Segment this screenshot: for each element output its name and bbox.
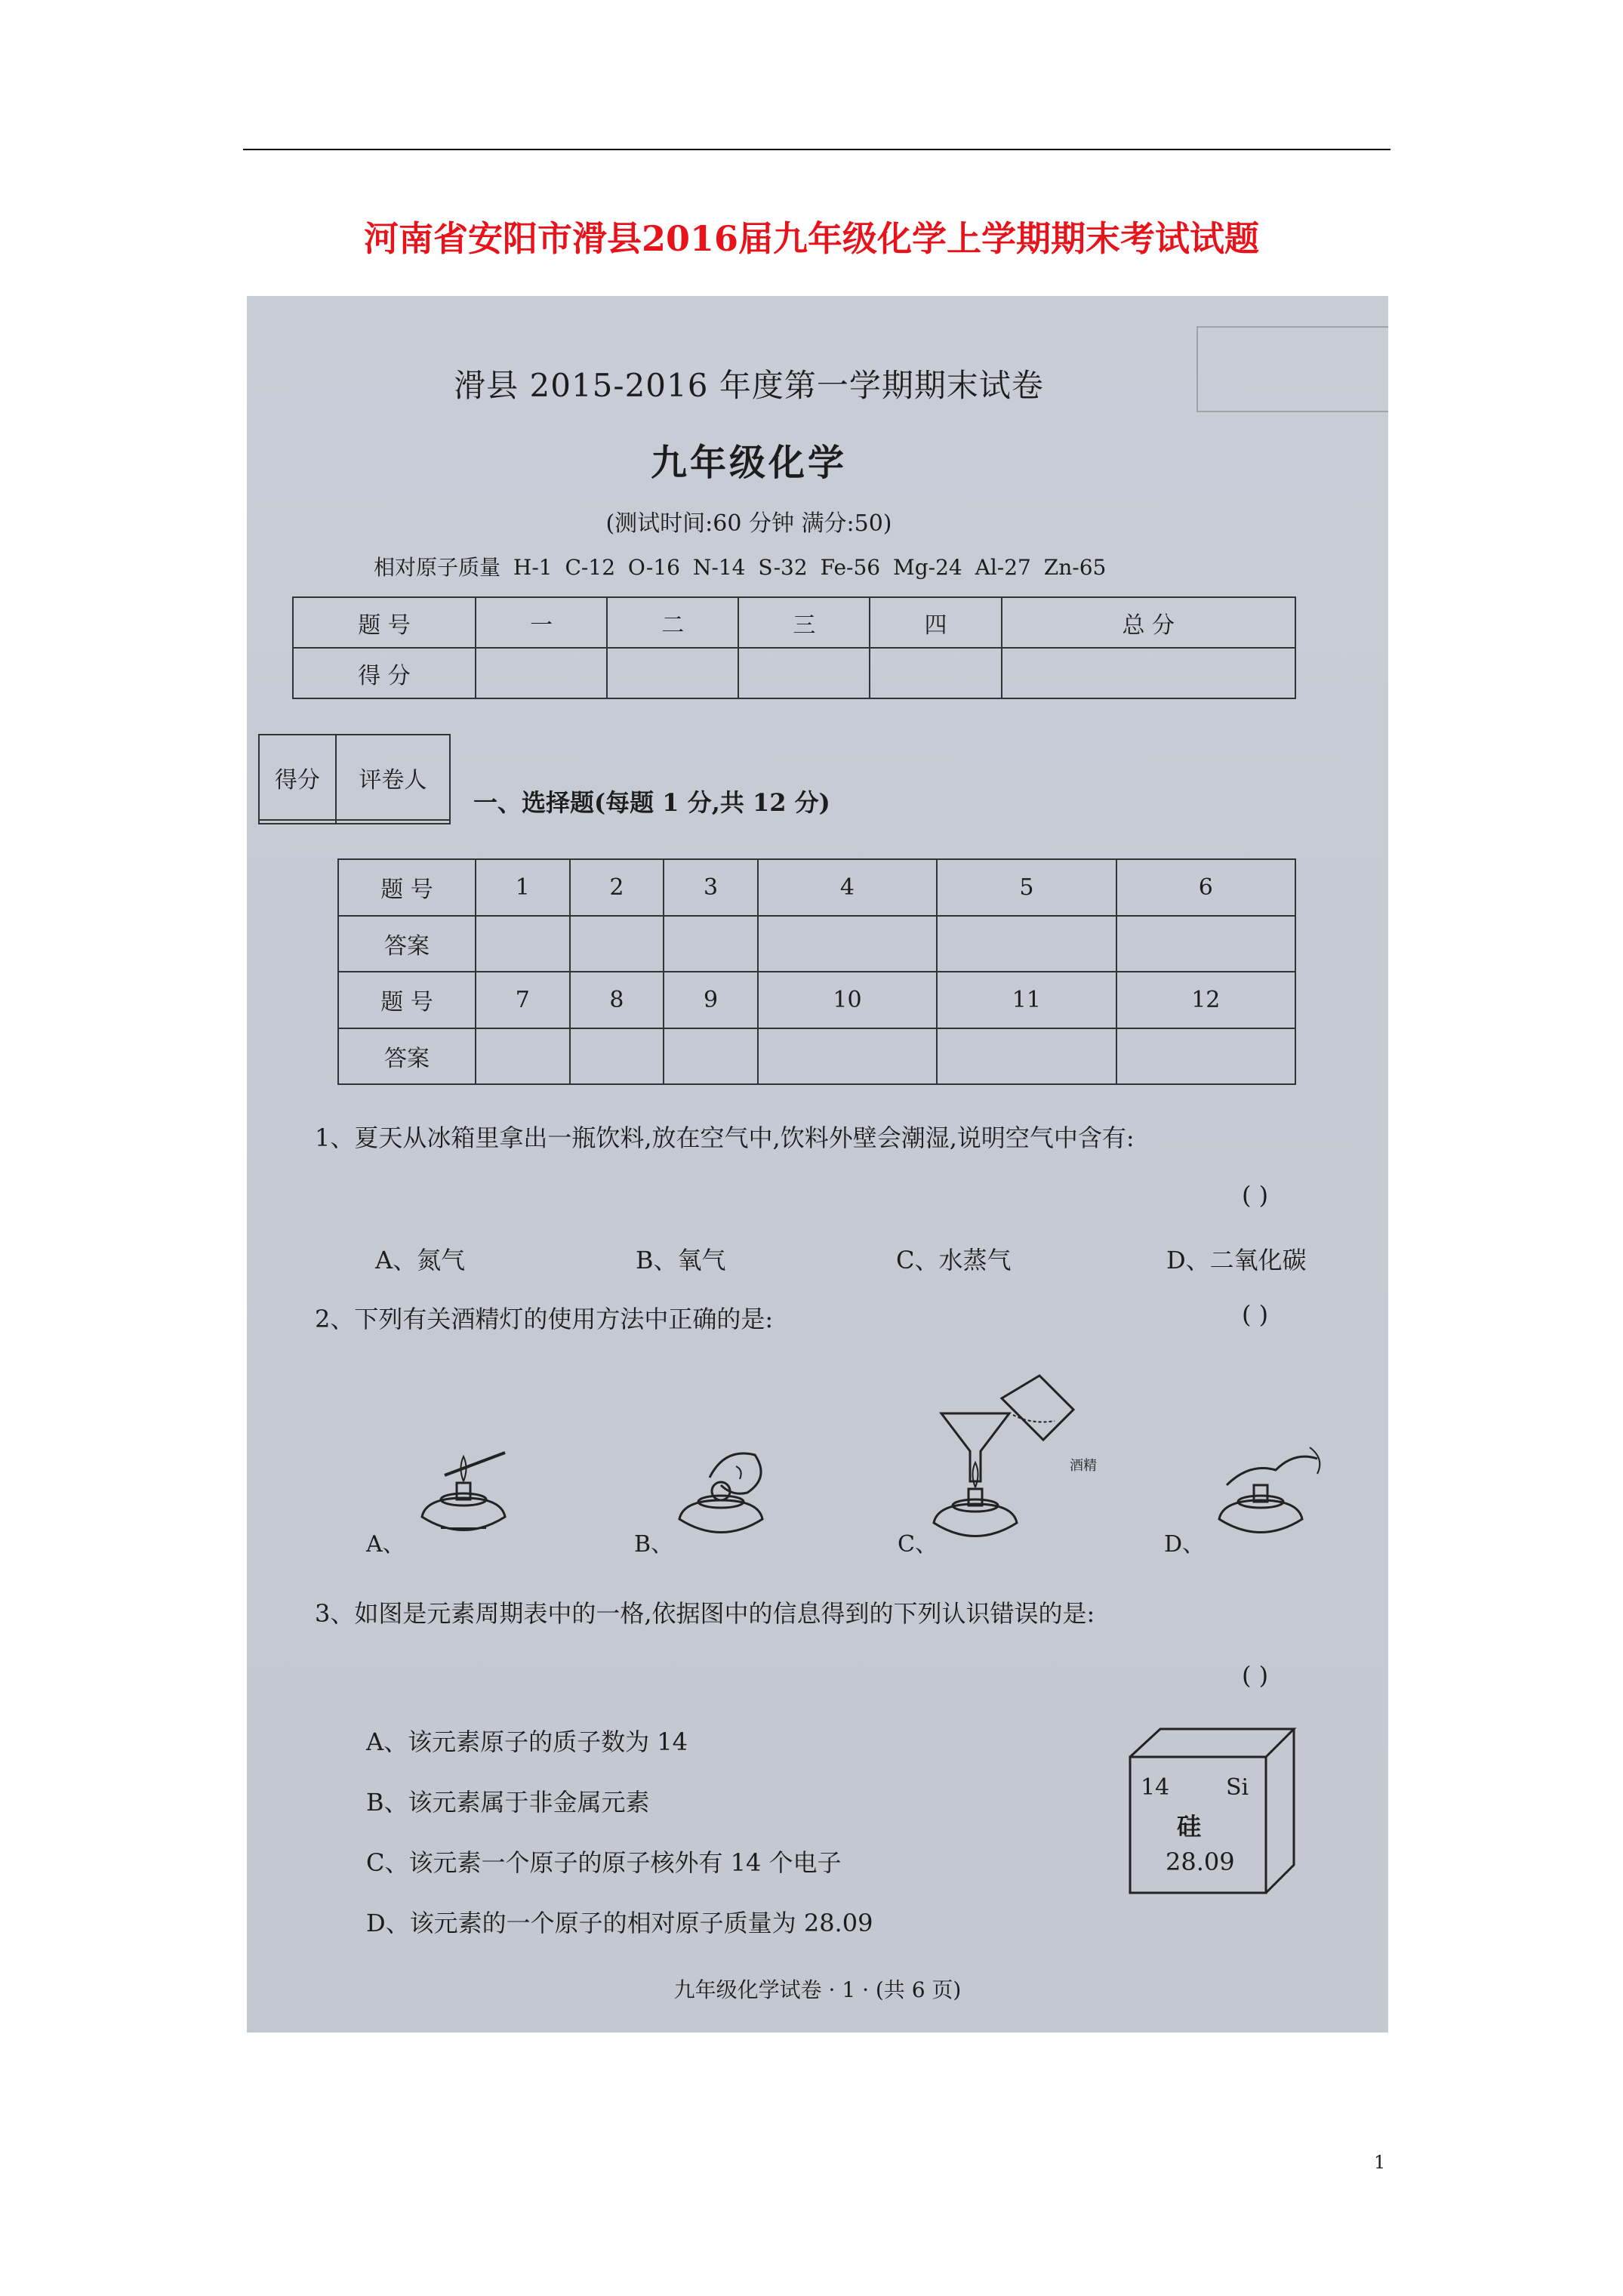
- answer-table-number: 4: [758, 859, 937, 916]
- question-1-text: 1、夏天从冰箱里拿出一瓶饮料,放在空气中,饮料外壁会潮湿,说明空气中含有:: [315, 1123, 1135, 1152]
- element-atomic-mass: 28.09: [1166, 1848, 1235, 1876]
- alcohol-lamp-c-illustration: [911, 1368, 1085, 1557]
- answer-table-row: [338, 1028, 1295, 1085]
- grader-name-empty-cell: [336, 820, 450, 824]
- answer-table-empty-cell: [758, 916, 937, 972]
- top-rule: [243, 149, 1390, 150]
- answer-table-empty-cell: [937, 1028, 1116, 1085]
- alcohol-lamp-b-illustration: [664, 1432, 785, 1553]
- answer-table-number: 10: [758, 972, 937, 1028]
- grader-score-label: 得分: [259, 735, 336, 820]
- exam-page-footer: 九年级化学试卷 · 1 · (共 6 页): [673, 1977, 962, 2002]
- answer-table: [337, 858, 1296, 1085]
- question-2-bottle-label: 酒精: [1070, 1458, 1097, 1474]
- answer-table-number: 1: [476, 859, 570, 916]
- answer-table-number: 2: [570, 859, 664, 916]
- element-symbol: Si: [1226, 1774, 1249, 1801]
- question-1-option-c: C、水蒸气: [896, 1246, 1012, 1274]
- question-2-answer-paren: ( ): [1242, 1300, 1269, 1329]
- answer-table-empty-cell: [664, 1028, 758, 1085]
- score-table-cell: 得 分: [293, 648, 476, 698]
- periodic-table-tile: [1124, 1723, 1298, 1897]
- answer-table-empty-cell: [664, 916, 758, 972]
- score-table-empty-cell: [738, 648, 870, 698]
- answer-table-empty-cell: [476, 916, 570, 972]
- exam-title: 滑县 2015-2016 年度第一学期期末试卷: [454, 367, 1044, 404]
- question-1-option-d: D、二氧化碳: [1166, 1246, 1307, 1274]
- answer-table-empty-cell: [1116, 916, 1295, 972]
- answer-table-number: 6: [1116, 859, 1295, 916]
- score-table-header-row: [293, 597, 1295, 648]
- alcohol-lamp-a-illustration: [407, 1445, 520, 1551]
- answer-table-number: 7: [476, 972, 570, 1028]
- answer-table-label: 答案: [338, 916, 476, 972]
- element-name: 硅: [1177, 1812, 1202, 1841]
- question-1-option-b: B、氧气: [636, 1246, 726, 1274]
- answer-table-number: 8: [570, 972, 664, 1028]
- question-3-option-b: B、该元素属于非金属元素: [366, 1788, 650, 1817]
- answer-table-number: 9: [664, 972, 758, 1028]
- answer-table-empty-cell: [937, 916, 1116, 972]
- question-2-option-c-label: C、: [898, 1531, 938, 1558]
- grader-score-empty-cell: [259, 820, 336, 824]
- answer-table-number: 5: [937, 859, 1116, 916]
- alcohol-lamp-d-illustration: [1204, 1432, 1332, 1553]
- answer-table-label: 题 号: [338, 972, 476, 1028]
- element-atomic-number: 14: [1141, 1774, 1170, 1801]
- question-1-option-a: A、氮气: [375, 1246, 466, 1274]
- answer-table-empty-cell: [570, 1028, 664, 1085]
- atomic-mass-line: 相对原子质量 H-1 C-12 O-16 N-14 S-32 Fe-56 Mg-24 Al-27 Zn-65: [374, 555, 1107, 580]
- answer-table-row: [338, 972, 1295, 1028]
- score-table-cell: 题 号: [293, 597, 476, 648]
- exam-subject: 九年级化学: [650, 442, 847, 484]
- question-2-text: 2、下列有关酒精灯的使用方法中正确的是:: [315, 1305, 774, 1333]
- question-2-option-a-label: A、: [366, 1531, 405, 1558]
- answer-table-row: [338, 859, 1295, 916]
- score-table-cell: 总 分: [1002, 597, 1295, 648]
- question-3-answer-paren: ( ): [1242, 1661, 1269, 1690]
- score-table-empty-cell: [870, 648, 1001, 698]
- section-1-heading: 一、选择题(每题 1 分,共 12 分): [473, 788, 830, 817]
- answer-table-row: [338, 916, 1295, 972]
- score-table: [292, 596, 1296, 699]
- score-table-empty-cell: [1002, 648, 1295, 698]
- question-3-text: 3、如图是元素周期表中的一格,依据图中的信息得到的下列认识错误的是:: [315, 1599, 1095, 1628]
- answer-table-number: 12: [1116, 972, 1295, 1028]
- score-table-empty-cell: [476, 648, 607, 698]
- grader-table: [258, 734, 451, 824]
- answer-table-label: 题 号: [338, 859, 476, 916]
- answer-table-label: 答案: [338, 1028, 476, 1085]
- page-number: 1: [1374, 2152, 1386, 2173]
- answer-table-empty-cell: [570, 916, 664, 972]
- document-title: 河南省安阳市滑县2016届九年级化学上学期期末考试试题: [363, 218, 1260, 259]
- question-2-option-b-label: B、: [634, 1531, 674, 1558]
- score-table-cell: 二: [607, 597, 738, 648]
- question-3-option-a: A、该元素原子的质子数为 14: [366, 1727, 688, 1756]
- answer-table-number: 3: [664, 859, 758, 916]
- scanned-exam-page: [247, 296, 1388, 2032]
- question-1-answer-paren: ( ): [1242, 1181, 1269, 1210]
- score-table-cell: 一: [476, 597, 607, 648]
- grader-name-label: 评卷人: [336, 735, 450, 820]
- question-3-option-d: D、该元素的一个原子的相对原子质量为 28.09: [366, 1909, 873, 1937]
- question-2-option-d-label: D、: [1164, 1531, 1206, 1558]
- answer-table-empty-cell: [476, 1028, 570, 1085]
- question-3-option-c: C、该元素一个原子的原子核外有 14 个电子: [366, 1848, 842, 1877]
- answer-table-number: 11: [937, 972, 1116, 1028]
- score-table-cell: 三: [738, 597, 870, 648]
- score-table-score-row: [293, 648, 1295, 698]
- exam-time-info: (测试时间:60 分钟 满分:50): [605, 510, 892, 537]
- score-table-cell: 四: [870, 597, 1001, 648]
- answer-table-empty-cell: [758, 1028, 937, 1085]
- score-table-empty-cell: [607, 648, 738, 698]
- answer-table-empty-cell: [1116, 1028, 1295, 1085]
